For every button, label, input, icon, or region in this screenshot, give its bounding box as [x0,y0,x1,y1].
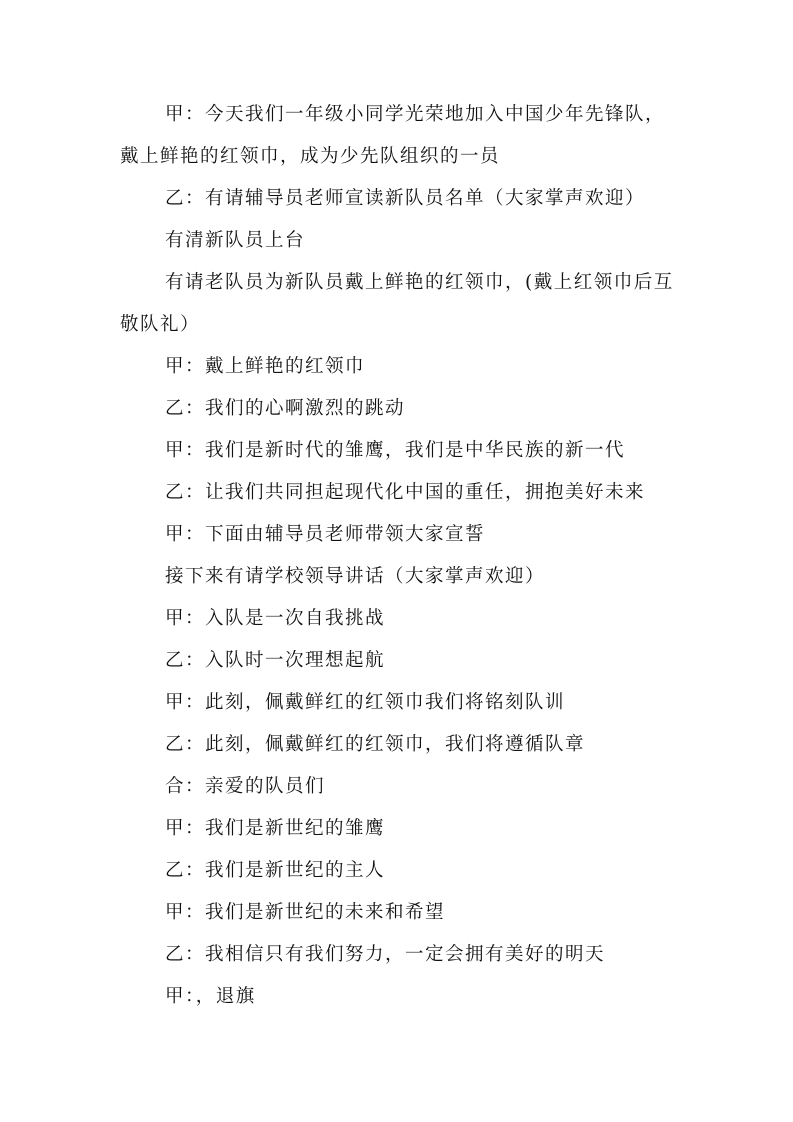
paragraph-4: 有请老队员为新队员戴上鲜艳的红领巾，(戴上红领巾后互敬队礼） [120,272,674,335]
paragraph-9: 甲：下面由辅导员老师带领大家宣誓 [165,524,486,545]
document-body [120,94,680,1018]
paragraph-14: 乙：此刻，佩戴鲜红的红领巾，我们将遵循队章 [165,734,586,755]
paragraph-19: 乙：我相信只有我们努力，一定会拥有美好的明天 [165,944,606,965]
paragraph-3: 有清新队员上台 [165,230,306,251]
paragraph-12: 乙：入队时一次理想起航 [165,650,386,671]
paragraph-2: 乙：有请辅导员老师宣读新队员名单（大家掌声欢迎） [165,188,646,209]
paragraph-11: 甲：入队是一次自我挑战 [165,608,386,629]
paragraph-1: 甲：今天我们一年级小同学光荣地加入中国少年先锋队，戴上鲜艳的红领巾，成为少先队组织的一员 [120,104,666,167]
paragraph-13: 甲：此刻，佩戴鲜红的红领巾我们将铭刻队训 [165,692,566,713]
paragraph-6: 乙：我们的心啊激烈的跳动 [165,398,406,419]
paragraph-16: 甲：我们是新世纪的雏鹰 [165,818,386,839]
paragraph-10: 接下来有请学校领导讲话（大家掌声欢迎） [165,566,546,587]
paragraph-8: 乙：让我们共同担起现代化中国的重任，拥抱美好未来 [165,482,646,503]
paragraph-15: 合：亲爱的队员们 [165,776,326,797]
paragraph-17: 乙：我们是新世纪的主人 [165,860,386,881]
paragraph-5: 甲：戴上鲜艳的红领巾 [165,356,366,377]
paragraph-7: 甲：我们是新时代的雏鹰，我们是中华民族的新一代 [165,440,626,461]
paragraph-18: 甲：我们是新世纪的未来和希望 [165,902,446,923]
paragraph-20: 甲：，退旗 [165,986,256,1007]
